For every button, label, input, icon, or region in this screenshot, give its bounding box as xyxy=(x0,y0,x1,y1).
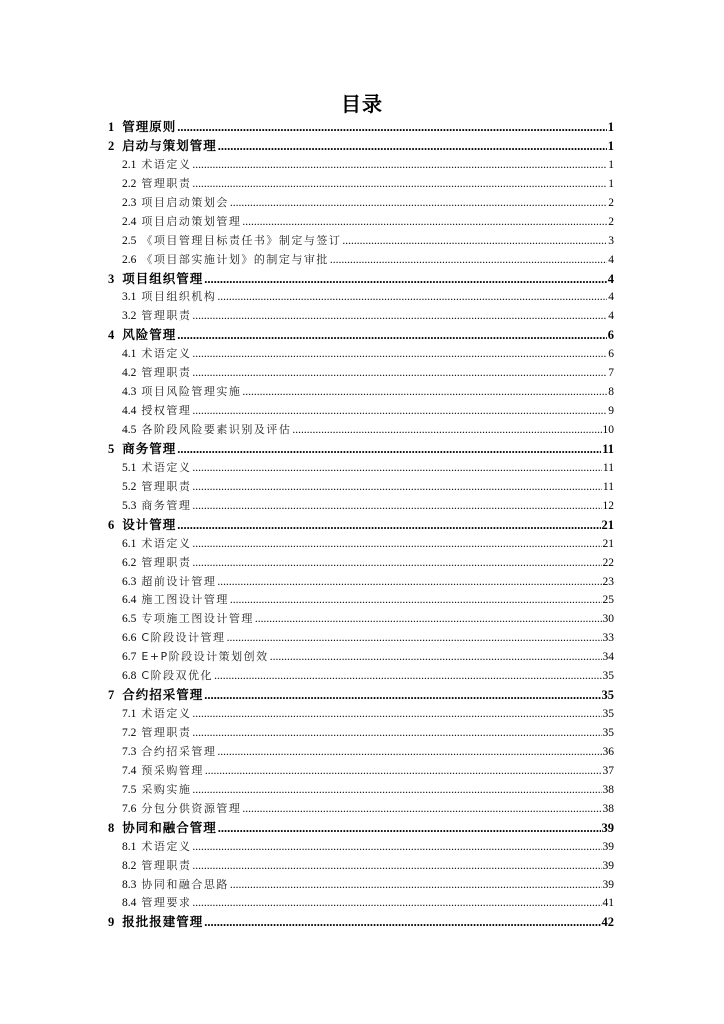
toc-dot-leader xyxy=(192,857,601,876)
toc-dot-leader xyxy=(204,913,600,932)
toc-section-entry[interactable] xyxy=(108,497,614,516)
toc-page-number: 4 xyxy=(608,310,614,323)
toc-section-entry[interactable] xyxy=(108,421,614,440)
toc-page-number: 1 xyxy=(608,177,614,190)
toc-entry-label: 《项目部实施计划》的制定与审批 xyxy=(141,252,329,266)
toc-section-entry[interactable] xyxy=(108,838,614,857)
toc-chapter-entry[interactable] xyxy=(108,686,614,705)
toc-entry-number: 6.3 xyxy=(122,575,137,588)
toc-page-number: 39 xyxy=(601,820,614,835)
toc-entry-number: 8.4 xyxy=(122,897,137,910)
toc-section-entry[interactable] xyxy=(108,232,614,251)
toc-section-entry[interactable] xyxy=(108,894,614,913)
toc-section-entry[interactable] xyxy=(108,478,614,497)
toc-dot-leader xyxy=(177,516,600,535)
toc-section-entry[interactable] xyxy=(108,648,614,667)
toc-section-entry[interactable] xyxy=(108,554,614,573)
toc-page-number: 6 xyxy=(608,348,614,361)
toc-dot-leader xyxy=(192,705,601,724)
toc-entry-number: 6.2 xyxy=(122,556,137,569)
toc-entry-label: 术语定义 xyxy=(141,536,192,550)
toc-section-entry[interactable] xyxy=(108,383,614,402)
toc-section-entry[interactable] xyxy=(108,345,614,364)
toc-dot-leader xyxy=(192,535,601,554)
toc-dot-leader xyxy=(192,156,607,175)
toc-section-entry[interactable] xyxy=(108,591,614,610)
toc-section-entry[interactable] xyxy=(108,610,614,629)
toc-entry-label: 管理职责 xyxy=(141,858,192,872)
toc-title: 目录 xyxy=(341,92,383,116)
toc-entry-number: 2.6 xyxy=(122,253,137,266)
toc-entry-number: 2.4 xyxy=(122,215,137,228)
toc-entry-label: 项目组织机构 xyxy=(141,290,217,304)
toc-entry-number: 3 xyxy=(108,271,115,286)
toc-entry-label: 术语定义 xyxy=(141,839,192,853)
toc-section-entry[interactable] xyxy=(108,573,614,592)
toc-entry-label: 启动与策划管理 xyxy=(122,137,217,153)
toc-entry-number: 5.2 xyxy=(122,480,137,493)
toc-dot-leader xyxy=(342,232,607,251)
toc-page-number: 39 xyxy=(602,878,614,891)
toc-entry-label: 各阶段风险要素识别及评估 xyxy=(141,423,292,436)
toc-section-entry[interactable] xyxy=(108,705,614,724)
toc-chapter-entry[interactable] xyxy=(108,819,614,838)
toc-page-number: 35 xyxy=(601,688,614,703)
toc-entry-number: 6.8 xyxy=(122,670,137,683)
toc-entry-label: 超前设计管理 xyxy=(141,574,217,588)
toc-entry-number: 7.1 xyxy=(122,708,137,721)
toc-page-number: 30 xyxy=(602,613,614,626)
toc-entry-label: 采购实施 xyxy=(141,782,192,796)
toc-entry-number: 8.2 xyxy=(122,859,137,872)
toc-dot-leader xyxy=(192,459,602,478)
toc-dot-leader xyxy=(204,686,600,705)
toc-dot-leader xyxy=(230,876,602,895)
toc-page-number: 1 xyxy=(607,138,614,153)
toc-page-number: 33 xyxy=(602,632,614,645)
toc-dot-leader xyxy=(192,838,601,857)
toc-entry-number: 2.5 xyxy=(122,234,137,247)
toc-entry-label: 专项施工图设计管理 xyxy=(141,612,254,626)
toc-section-entry[interactable] xyxy=(108,251,614,270)
toc-section-entry[interactable] xyxy=(108,876,614,895)
toc-entry-number: 1 xyxy=(108,120,115,134)
toc-page-number: 3 xyxy=(608,234,614,247)
toc-page-number: 4 xyxy=(607,271,614,286)
toc-dot-leader xyxy=(230,194,607,213)
toc-section-entry[interactable] xyxy=(108,307,614,326)
toc-entry-label: 管理职责 xyxy=(141,309,192,323)
toc-entry-label: 管理职责 xyxy=(141,479,192,493)
toc-entry-number: 6.6 xyxy=(122,632,137,645)
toc-page-number: 10 xyxy=(602,424,614,436)
toc-entry-label: 预采购管理 xyxy=(141,763,204,777)
toc-section-entry[interactable] xyxy=(108,743,614,762)
toc-dot-leader xyxy=(242,213,607,232)
toc-entry-label: 术语定义 xyxy=(141,347,192,361)
toc-entry-label: 管理职责 xyxy=(141,726,192,739)
toc-page-number: 35 xyxy=(602,670,614,683)
toc-dot-leader xyxy=(227,629,602,648)
toc-dot-leader xyxy=(214,667,601,686)
toc-dot-leader xyxy=(217,573,601,592)
toc-entry-number: 7.3 xyxy=(122,745,137,758)
toc-page-number: 42 xyxy=(601,915,614,930)
toc-entry-number: 3.2 xyxy=(122,310,137,323)
toc-entry-label: 管理要求 xyxy=(141,896,192,910)
toc-page-number: 6 xyxy=(607,328,614,343)
toc-entry-label: 管理职责 xyxy=(141,366,192,380)
toc-section-entry[interactable] xyxy=(108,629,614,648)
toc-dot-leader xyxy=(192,175,607,194)
toc-entry-number: 7.2 xyxy=(122,727,137,739)
toc-section-entry[interactable] xyxy=(108,781,614,800)
toc-page-number: 8 xyxy=(608,386,614,399)
toc-entry-number: 4.1 xyxy=(122,348,137,361)
toc-entry-number: 6 xyxy=(108,517,115,532)
toc-dot-leader xyxy=(192,554,601,573)
toc-page-number: 38 xyxy=(602,802,614,815)
toc-dot-leader xyxy=(192,781,601,800)
toc-section-entry[interactable] xyxy=(108,857,614,876)
toc-chapter-entry[interactable] xyxy=(108,326,614,345)
toc-dot-leader xyxy=(255,610,602,629)
toc-entry-number: 4.5 xyxy=(122,424,137,436)
toc-page-number: 39 xyxy=(602,840,614,853)
toc-page-number: 2 xyxy=(608,196,614,209)
toc-page-number: 39 xyxy=(602,859,614,872)
toc-entry-number: 5.1 xyxy=(122,461,137,474)
toc-entry-number: 8.1 xyxy=(122,840,137,853)
toc-entry-label: E+P阶段设计策划创效 xyxy=(141,650,269,664)
toc-dot-leader xyxy=(192,364,607,383)
toc-dot-leader xyxy=(192,724,601,743)
table-of-contents xyxy=(108,118,614,932)
toc-dot-leader xyxy=(177,440,601,459)
toc-entry-number: 2.1 xyxy=(122,158,137,171)
toc-entry-number: 6.4 xyxy=(122,594,137,607)
toc-entry-number: 4.3 xyxy=(122,386,137,399)
toc-dot-leader xyxy=(204,270,606,289)
toc-section-entry[interactable] xyxy=(108,459,614,478)
toc-page-number: 35 xyxy=(602,708,614,721)
toc-chapter-entry[interactable] xyxy=(108,516,614,535)
toc-entry-label: 管理原则 xyxy=(122,119,177,134)
toc-dot-leader xyxy=(292,421,601,440)
toc-entry-label: 项目风险管理实施 xyxy=(141,385,242,399)
toc-entry-number: 7.5 xyxy=(122,783,137,796)
toc-entry-number: 5 xyxy=(108,441,115,456)
toc-dot-leader xyxy=(217,743,601,762)
toc-section-entry[interactable] xyxy=(108,762,614,781)
toc-dot-leader xyxy=(242,383,607,402)
toc-chapter-entry[interactable] xyxy=(108,118,614,137)
toc-entry-label: 术语定义 xyxy=(141,460,192,474)
toc-section-entry[interactable] xyxy=(108,175,614,194)
toc-page-number: 7 xyxy=(608,367,614,380)
toc-entry-number: 8.3 xyxy=(122,878,137,891)
toc-section-entry[interactable] xyxy=(108,724,614,743)
toc-page-number: 11 xyxy=(602,480,614,493)
toc-dot-leader xyxy=(270,648,602,667)
toc-page-number: 25 xyxy=(602,594,614,607)
toc-entry-label: 商务管理 xyxy=(122,440,177,456)
toc-entry-label: 合约招采管理 xyxy=(141,744,217,758)
toc-page-number: 21 xyxy=(601,517,614,532)
toc-page-number: 34 xyxy=(602,651,614,664)
toc-entry-number: 7.6 xyxy=(122,802,137,815)
toc-page-number: 37 xyxy=(602,764,614,777)
toc-entry-number: 6.1 xyxy=(122,537,137,550)
toc-chapter-entry[interactable] xyxy=(108,913,614,932)
toc-dot-leader xyxy=(177,118,606,137)
toc-entry-label: 术语定义 xyxy=(141,157,192,171)
toc-page-number: 11 xyxy=(602,461,614,474)
toc-entry-number: 2 xyxy=(108,138,115,153)
toc-page-number: 41 xyxy=(602,897,614,910)
toc-entry-label: 协同和融合管理 xyxy=(122,819,217,835)
toc-entry-number: 2.3 xyxy=(122,196,137,209)
toc-entry-label: 项目组织管理 xyxy=(122,270,204,286)
toc-section-entry[interactable] xyxy=(108,364,614,383)
toc-dot-leader xyxy=(218,137,607,156)
toc-page-number: 36 xyxy=(602,745,614,758)
toc-page-number: 35 xyxy=(602,727,614,739)
toc-section-entry[interactable] xyxy=(108,402,614,421)
toc-entry-label: 项目启动策划管理 xyxy=(141,214,242,228)
toc-entry-number: 8 xyxy=(108,820,115,835)
toc-entry-label: 分包分供资源管理 xyxy=(141,801,242,815)
toc-page-number: 12 xyxy=(602,499,614,512)
toc-entry-label: 管理职责 xyxy=(141,555,192,569)
toc-dot-leader xyxy=(192,307,607,326)
toc-entry-label: 施工图设计管理 xyxy=(141,593,229,607)
toc-entry-number: 7 xyxy=(108,688,115,703)
toc-entry-label: 风险管理 xyxy=(122,327,177,343)
toc-entry-label: 报批报建管理 xyxy=(122,914,204,930)
toc-section-entry[interactable] xyxy=(108,288,614,307)
toc-entry-label: 项目启动策划会 xyxy=(141,195,229,209)
toc-dot-leader xyxy=(217,288,607,307)
toc-entry-number: 6.7 xyxy=(122,651,137,664)
toc-page-number: 38 xyxy=(602,783,614,796)
toc-section-entry[interactable] xyxy=(108,194,614,213)
toc-entry-number: 4.2 xyxy=(122,367,137,380)
toc-page-number: 4 xyxy=(608,253,614,266)
toc-dot-leader xyxy=(205,762,602,781)
toc-chapter-entry[interactable] xyxy=(108,137,614,156)
toc-section-entry[interactable] xyxy=(108,535,614,554)
toc-entry-label: 设计管理 xyxy=(122,516,177,532)
toc-dot-leader xyxy=(192,894,601,913)
toc-dot-leader xyxy=(192,497,601,516)
toc-entry-number: 3.1 xyxy=(122,291,137,304)
toc-section-entry[interactable] xyxy=(108,156,614,175)
toc-page-number: 2 xyxy=(608,215,614,228)
toc-entry-number: 6.5 xyxy=(122,613,137,626)
toc-dot-leader xyxy=(192,478,602,497)
toc-dot-leader xyxy=(177,326,606,345)
toc-entry-number: 4.4 xyxy=(122,405,137,418)
toc-entry-number: 7.4 xyxy=(122,764,137,777)
toc-chapter-entry[interactable] xyxy=(108,270,614,289)
toc-entry-label: 《项目管理目标责任书》制定与签订 xyxy=(141,233,342,247)
toc-dot-leader xyxy=(242,800,601,819)
toc-page-number: 23 xyxy=(602,575,614,588)
toc-entry-label: 协同和融合思路 xyxy=(141,877,229,891)
toc-page-number: 11 xyxy=(602,441,614,456)
toc-section-entry[interactable] xyxy=(108,800,614,819)
toc-page-number: 1 xyxy=(608,158,614,171)
toc-entry-label: 授权管理 xyxy=(141,404,192,418)
toc-dot-leader xyxy=(192,402,607,421)
toc-entry-number: 2.2 xyxy=(122,177,137,190)
toc-page-number: 4 xyxy=(608,291,614,304)
toc-dot-leader xyxy=(218,819,601,838)
toc-entry-label: 管理职责 xyxy=(141,176,192,190)
toc-dot-leader xyxy=(192,345,607,364)
toc-entry-label: 商务管理 xyxy=(141,498,192,512)
toc-page-number: 22 xyxy=(602,556,614,569)
toc-entry-label: C阶段双优化 xyxy=(141,669,214,683)
toc-dot-leader xyxy=(330,251,607,270)
toc-entry-label: C阶段设计管理 xyxy=(141,631,226,645)
toc-dot-leader xyxy=(230,591,602,610)
toc-page-number: 1 xyxy=(607,120,614,134)
toc-entry-number: 4 xyxy=(108,328,115,343)
toc-section-entry[interactable] xyxy=(108,213,614,232)
toc-page-number: 21 xyxy=(602,537,614,550)
toc-page-number: 9 xyxy=(608,405,614,418)
toc-entry-number: 9 xyxy=(108,915,115,930)
toc-entry-number: 5.3 xyxy=(122,499,137,512)
toc-section-entry[interactable] xyxy=(108,667,614,686)
toc-chapter-entry[interactable] xyxy=(108,440,614,459)
toc-entry-label: 术语定义 xyxy=(141,707,192,721)
toc-entry-label: 合约招采管理 xyxy=(122,687,204,703)
